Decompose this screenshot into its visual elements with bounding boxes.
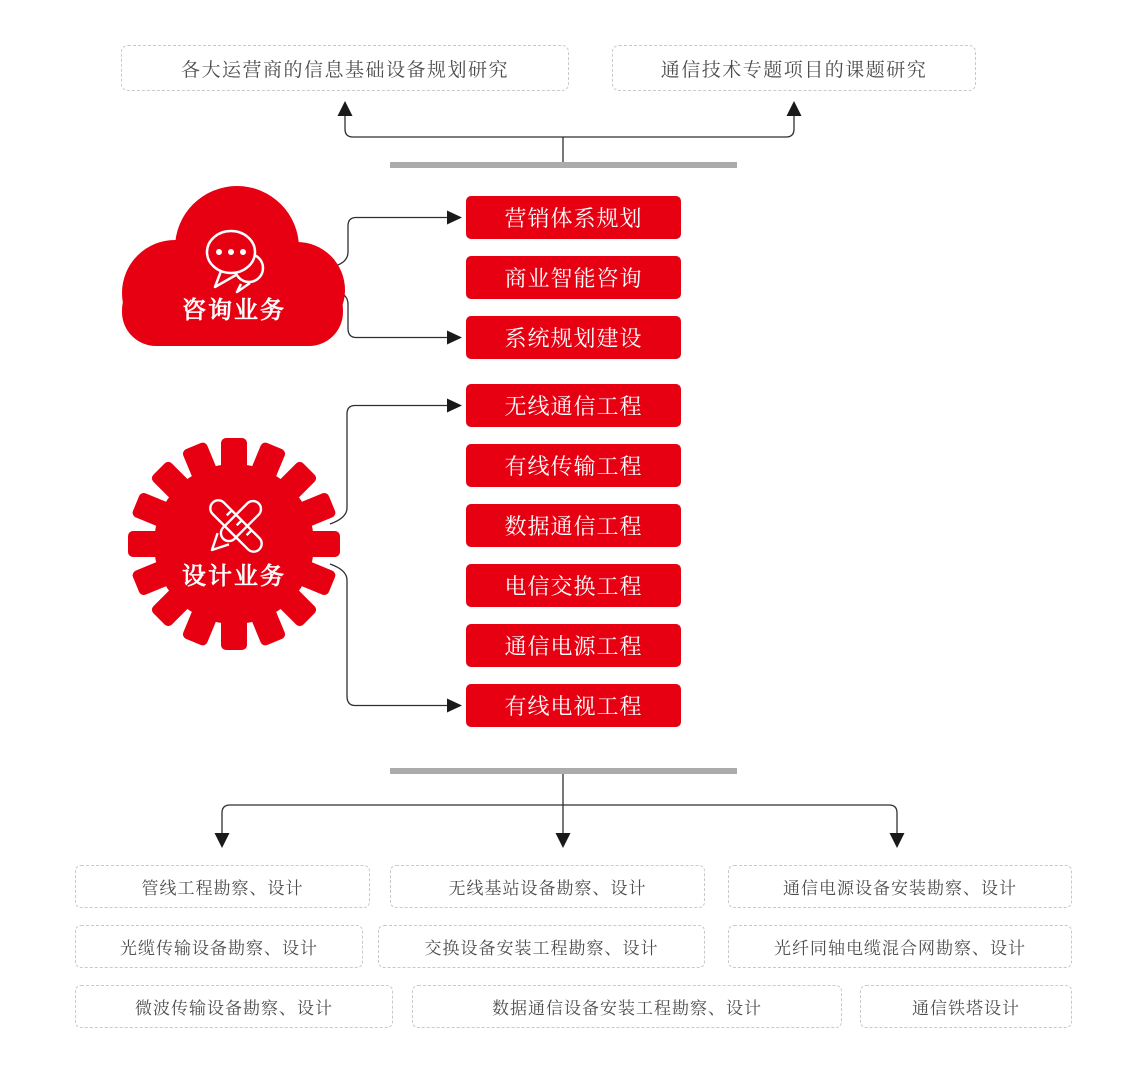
bottom-box-comm-tower: 通信铁塔设计 [860, 985, 1072, 1028]
service-item-system-planning: 系统规划建设 [466, 316, 681, 359]
bottom-box-microwave-transmission: 微波传输设备勘察、设计 [75, 985, 393, 1028]
research-box-special-topics: 通信技术专题项目的课题研究 [612, 45, 976, 91]
down-arrow-icon [215, 833, 230, 848]
service-item-marketing-system: 营销体系规划 [466, 196, 681, 239]
service-item-cable-tv: 有线电视工程 [466, 684, 681, 727]
bottom-box-datacomm-install: 数据通信设备安装工程勘察、设计 [412, 985, 842, 1028]
design-business-label: 设计业务 [182, 563, 286, 590]
bottom-bracket-connector [222, 774, 897, 834]
consulting-business-label: 咨询业务 [182, 297, 286, 324]
gear-shape [128, 438, 340, 650]
right-arrow-icon [447, 331, 462, 345]
service-item-telecom-switching: 电信交换工程 [466, 564, 681, 607]
up-arrow-icon [338, 101, 353, 116]
right-arrow-icon [447, 211, 462, 225]
service-item-wireless-comm: 无线通信工程 [466, 384, 681, 427]
bottom-box-power-equipment: 通信电源设备安装勘察、设计 [728, 865, 1072, 908]
top-divider-bar [390, 162, 737, 168]
research-box-operators: 各大运营商的信息基础设备规划研究 [121, 45, 569, 91]
down-arrow-icon [556, 833, 571, 848]
up-arrow-icon [787, 101, 802, 116]
service-item-wired-transmission: 有线传输工程 [466, 444, 681, 487]
bottom-box-optical-cable: 光缆传输设备勘察、设计 [75, 925, 363, 968]
right-arrow-icon [447, 699, 462, 713]
bottom-box-wireless-basestation: 无线基站设备勘察、设计 [390, 865, 705, 908]
bottom-divider-bar [390, 768, 737, 774]
bottom-box-hfc-network: 光纤同轴电缆混合网勘察、设计 [728, 925, 1072, 968]
bottom-box-pipeline-survey: 管线工程勘察、设计 [75, 865, 370, 908]
right-arrow-icon [447, 399, 462, 413]
service-item-comm-power: 通信电源工程 [466, 624, 681, 667]
consulting-connector [335, 218, 447, 338]
top-bracket-connector [345, 115, 794, 162]
design-connector [330, 406, 447, 706]
service-item-business-intelligence: 商业智能咨询 [466, 256, 681, 299]
service-item-data-comm: 数据通信工程 [466, 504, 681, 547]
bottom-box-switching-equipment: 交换设备安装工程勘察、设计 [378, 925, 705, 968]
down-arrow-icon [890, 833, 905, 848]
